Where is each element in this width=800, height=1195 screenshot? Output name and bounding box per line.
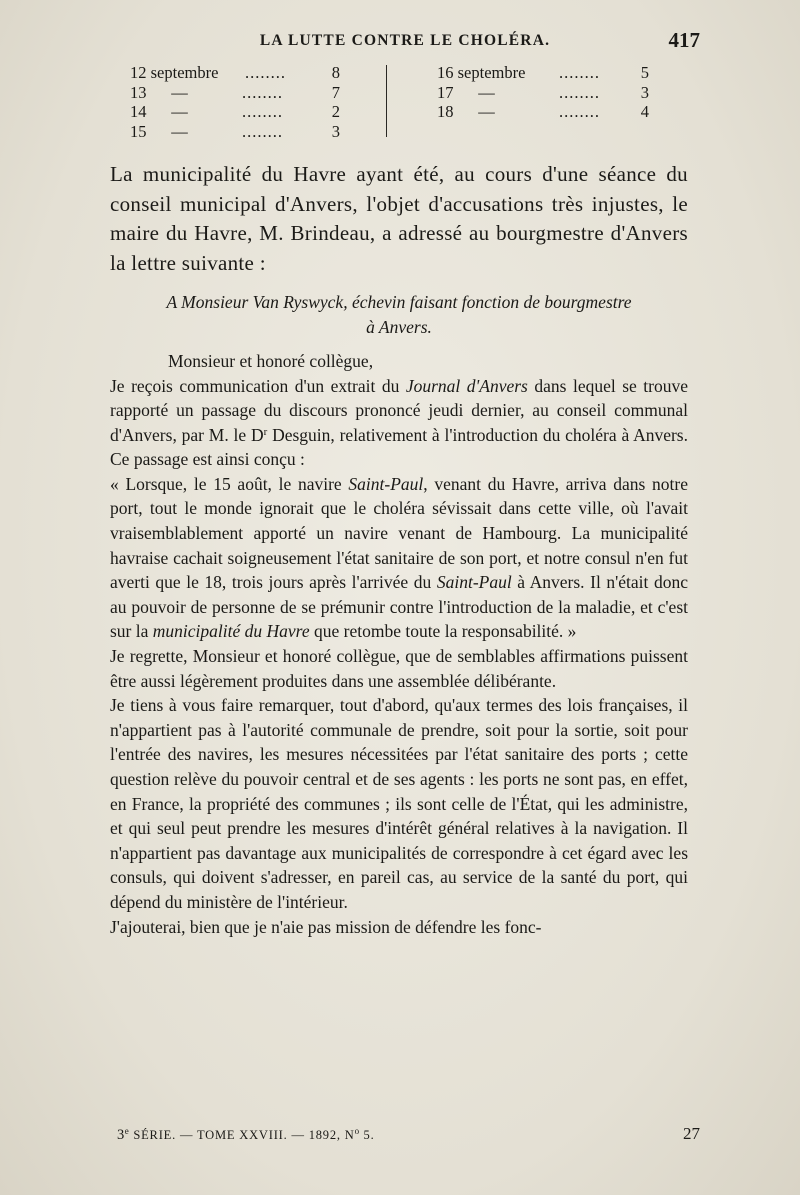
letter-body: [110, 374, 688, 940]
running-title: LA LUTTE CONTRE LE CHOLÉRA.: [259, 32, 551, 49]
tally-date: 17 —: [437, 82, 495, 102]
tally-count: 3: [640, 82, 649, 102]
tally-date: 14 —: [130, 102, 188, 121]
signature-footer: [117, 1124, 700, 1148]
text-run: , venant du Havre, arriva dans notre port, tout le monde ignorait que le choléra sévissait dans cette ville, où l'avait vraisemblablement apporté un navire venant de Hambourg. La municipalité havraise cachait soigneusement l'état sanitaire de son port, et notre consul n'en fut averti que le 18, trois jours après l'arrivée du: [110, 473, 688, 593]
tally-leader: ........: [559, 82, 600, 102]
journal-title: Journal d'Anvers: [405, 375, 528, 396]
text-run: dans lequel se trouve rapporté un passage du discours prononcé jeudi dernier, au conseil communal d'Anvers, par M. le D: [110, 375, 689, 445]
letter-salutation: Monsieur et honoré collègue,: [168, 351, 374, 371]
tally-leader: ........: [559, 102, 600, 121]
tally-count: 7: [331, 82, 340, 102]
ship-name: Saint-Paul: [436, 572, 512, 593]
tally-leader: ........: [245, 63, 286, 82]
superscript: o: [354, 1126, 360, 1137]
series-number: 3: [117, 1127, 125, 1143]
tally-leader: ........: [242, 102, 283, 121]
quoted-paragraph: [110, 472, 688, 644]
tally-count: 4: [640, 102, 649, 121]
letter-paragraph: [110, 374, 688, 472]
emphasis: municipalité du Havre: [152, 621, 310, 642]
letter-address: [110, 290, 688, 339]
tally-column-right: [437, 63, 649, 122]
tally-row: [437, 63, 649, 83]
superscript: r: [263, 425, 268, 438]
superscript: e: [124, 1126, 130, 1137]
tally-date: 18 —: [437, 102, 495, 121]
tally-row: [130, 122, 340, 142]
series-word: SÉRIE.: [133, 1128, 177, 1142]
text-run: que retombe toute la responsabilité. »: [309, 621, 577, 642]
tally-leader: ........: [242, 82, 283, 102]
letter-paragraph: Je tiens à vous faire remarquer, tout d'abord, qu'aux termes des lois françaises, il n'appartient pas à l'autorité communale de prendre, soit pour la sortie, soit pour l'entrée des navires, les mesures nécessitées par l'état sanitaire des ports ; cette question relève du pouvoir central et de ses agents : les ports ne sont pas, en effet, en France, la propriété des communes ; ils sont celle de l'État, qui les administre, et qui seul peut prendre les mesures d'intérêt général relatives à la navigation. Il n'appartient pas davantage aux municipalités de correspondre à cet égard avec les consuls, qui doivent s'adresser, en pareil cas, au service de la santé du port, qui dépend du ministère de l'intérieur.: [110, 695, 688, 912]
issue-number: 5.: [359, 1128, 375, 1142]
text-run: Je reçois communication d'un extrait du: [110, 375, 406, 396]
tally-row: [437, 83, 649, 103]
text-run: Desguin, relativement à l'introduction du choléra à Anvers. Ce passage est ainsi conçu :: [110, 424, 688, 470]
series-signature: [117, 1127, 375, 1144]
address-line: à Anvers.: [366, 316, 432, 337]
text-run: « Lorsque, le 15 août, le navire: [110, 473, 349, 494]
daily-cases-tally: [130, 63, 660, 143]
tally-date: 12 septembre: [130, 63, 219, 82]
sheet-number: 27: [683, 1124, 700, 1143]
tally-divider: [386, 65, 387, 137]
tally-row: [130, 102, 340, 122]
main-text: [110, 160, 688, 939]
tally-column-left: [130, 63, 340, 141]
running-head: [110, 28, 700, 58]
tally-date: 15 —: [130, 121, 188, 141]
tome-info: — TOME XXVIII. — 1892, N: [176, 1128, 355, 1142]
tally-row: [130, 63, 340, 83]
tally-count: 3: [331, 121, 340, 141]
page-number: 417: [668, 28, 700, 52]
tally-leader: ........: [559, 63, 600, 82]
letter-paragraph: Je regrette, Monsieur et honoré collègue, que de semblables affirmations puissent être aussi légèrement produites dans une assemblée délibérante.: [110, 646, 688, 691]
letter-paragraph: J'ajouterai, bien que je n'aie pas mission de défendre les fonc-: [110, 916, 542, 937]
text-run: à Anvers. Il n'était donc au pouvoir de personne de se prémunir contre l'introduction de la maladie, et c'est sur la: [110, 572, 688, 642]
tally-count: 2: [331, 102, 340, 121]
tally-row: [437, 102, 649, 122]
intro-paragraph: La municipalité du Havre ayant été, au cours d'une séance du conseil municipal d'Anvers, l'objet d'accusations très injustes, le maire du Havre, M. Brindeau, a adressé au bourgmestre d'Anvers la lettre suivante :: [110, 162, 688, 275]
tally-count: 8: [331, 63, 340, 82]
tally-row: [130, 83, 340, 103]
tally-count: 5: [640, 63, 649, 82]
ship-name: Saint-Paul: [348, 473, 424, 494]
tally-leader: ........: [242, 121, 283, 141]
tally-date: 16 septembre: [437, 63, 526, 82]
tally-date: 13 —: [130, 82, 188, 102]
address-line: A Monsieur Van Ryswyck, échevin faisant fonction de bourgmestre: [166, 292, 632, 312]
